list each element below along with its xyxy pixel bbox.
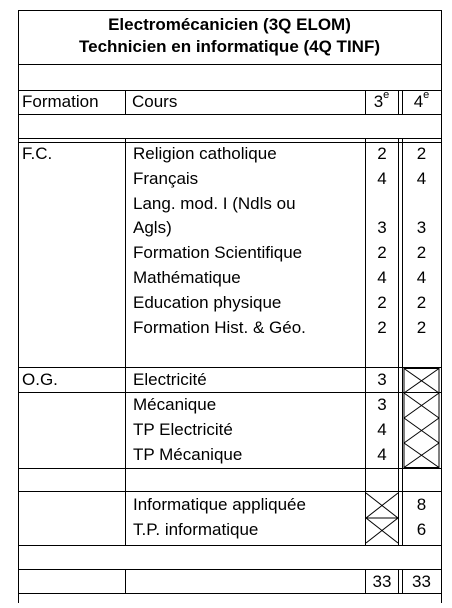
hours-year4: 2 [416,293,427,312]
course-name: TP Mécanique [133,445,243,464]
not-applicable-cross [366,492,398,544]
hours-year3: 2 [377,243,387,262]
column-divider [125,138,126,545]
header-cours: Cours [132,92,178,111]
course-name: Electricité [133,370,207,389]
hours-year4: 6 [416,520,427,539]
course-name: Mathématique [133,268,241,287]
column-divider [402,138,403,545]
rule [18,569,441,570]
course-name: Formation Scientifique [133,243,303,262]
header-year4: 4e [413,89,430,111]
hours-year4: 4 [416,169,427,188]
hours-year3: 3 [377,370,387,389]
hours-year4: 3 [416,218,427,237]
hours-year3: 4 [377,268,387,287]
course-name: TP Electricité [133,420,233,439]
hours-year4: 2 [416,318,427,337]
course-name-line1: Lang. mod. I (Ndls ou [133,194,296,213]
hours-year3: 4 [377,169,387,188]
header-formation: Formation [22,92,99,111]
course-name: Formation Hist. & Géo. [133,318,306,337]
hours-year3: 4 [377,445,387,464]
rule [18,392,441,393]
total-year3: 33 [372,572,392,591]
hours-year3: 2 [377,293,387,312]
rule [18,367,441,368]
total-year4: 33 [412,572,431,591]
hours-year4: 8 [416,495,427,514]
course-name: Informatique appliquée [133,495,306,514]
hours-year3: 3 [377,218,387,237]
rule [18,138,441,139]
course-name: Mécanique [133,395,217,414]
hours-year3: 3 [377,395,387,414]
rule [18,64,441,65]
rule [18,545,441,546]
column-divider [125,90,126,114]
hours-year4: 2 [416,243,427,262]
hours-year3: 2 [377,318,387,337]
course-name: Français [133,169,199,188]
hours-year3: 2 [377,144,387,163]
not-applicable-cross [403,368,440,468]
rule [18,593,441,594]
column-divider [398,138,399,545]
column-divider [398,90,399,114]
rule [18,114,441,115]
hours-year4: 4 [416,268,427,287]
hours-year3: 4 [377,420,387,439]
column-divider [125,569,126,593]
course-name: Education physique [133,293,282,312]
course-name: Religion catholique [133,144,277,163]
header-year3: 3e [373,89,390,111]
table-title-line2: Technicien en informatique (4Q TINF) [79,37,380,56]
course-name: T.P. informatique [133,520,259,539]
rule [18,90,441,91]
hours-year4: 2 [416,144,427,163]
rule [18,142,441,143]
column-divider [398,569,399,593]
table-title-line1: Electromécanicien (3Q ELOM) [108,15,351,34]
rule [18,468,441,469]
course-name-line2: Agls) [133,218,172,237]
group-label-og: O.G. [22,370,58,389]
group-label-fc: F.C. [22,144,53,163]
column-divider [365,138,366,545]
